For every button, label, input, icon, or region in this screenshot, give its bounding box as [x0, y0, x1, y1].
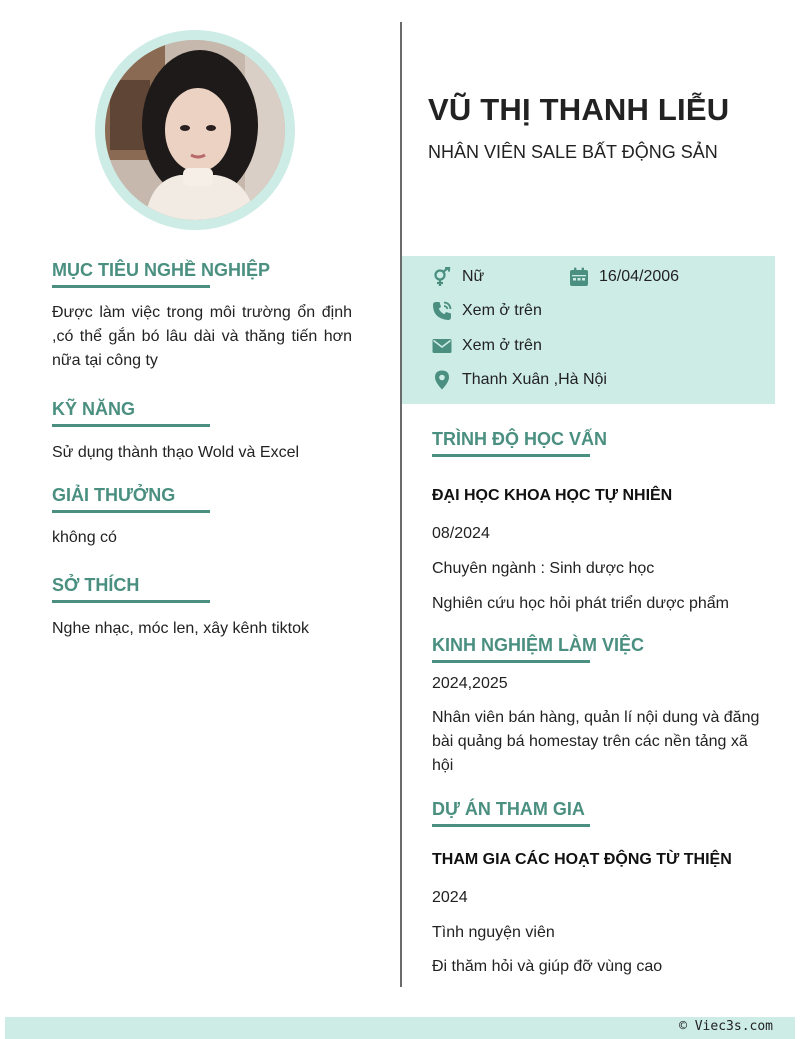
avatar-frame — [95, 30, 295, 230]
email-value: Xem ở trên — [462, 337, 542, 354]
footer-credit: © Viec3s.com — [679, 1019, 773, 1034]
address-value: Thanh Xuân ,Hà Nội — [462, 371, 607, 388]
education-school: ĐẠI HỌC KHOA HỌC TỰ NHIÊN — [432, 487, 673, 504]
awards-text: không có — [52, 529, 117, 546]
skills-underline — [52, 424, 210, 427]
experience-heading: KINH NGHIỆM LÀM VIỆC — [432, 635, 645, 655]
experience-underline — [432, 660, 590, 663]
calendar-icon — [569, 267, 589, 287]
job-title: NHÂN VIÊN SALE BẤT ĐỘNG SẢN — [428, 142, 718, 162]
avatar — [105, 40, 285, 220]
hobbies-text: Nghe nhạc, móc len, xây kênh tiktok — [52, 620, 310, 637]
project-role: Tình nguyện viên — [432, 924, 555, 941]
education-description: Nghiên cứu học hỏi phát triển dược phẩm — [432, 595, 729, 612]
birthday-row — [569, 267, 679, 287]
objective-text: Được làm việc trong môi trường ổn định ,có thể gắn bó lâu dài và thăng tiến hơn nữa tại công ty — [52, 304, 352, 369]
experience-years: 2024,2025 — [432, 675, 508, 692]
hobbies-heading: SỞ THÍCH — [52, 575, 140, 595]
education-section — [432, 428, 767, 457]
objective-heading: MỤC TIÊU NGHỀ NGHIỆP — [52, 260, 271, 280]
email-row — [432, 336, 542, 356]
avatar-photo — [105, 40, 285, 220]
experience-description: Nhân viên bán hàng, quản lí nội dung và đăng bài quảng bá homestay trên các nền tảng xã hội — [432, 709, 760, 774]
education-major: Chuyên ngành : Sinh dược học — [432, 560, 655, 577]
hobbies-underline — [52, 600, 210, 603]
project-description: Đi thăm hỏi và giúp đỡ vùng cao — [432, 958, 663, 975]
gender-value: Nữ — [462, 268, 485, 285]
phone-icon — [432, 301, 452, 321]
skills-section — [52, 398, 352, 427]
education-underline — [432, 454, 590, 457]
projects-underline — [432, 824, 590, 827]
education-date: 08/2024 — [432, 525, 490, 542]
projects-heading: DỰ ÁN THAM GIA — [432, 799, 585, 819]
column-divider — [400, 22, 402, 987]
experience-section — [432, 634, 767, 663]
project-name: THAM GIA CÁC HOẠT ĐỘNG TỪ THIỆN — [432, 851, 732, 868]
phone-row — [432, 301, 542, 321]
education-heading: TRÌNH ĐỘ HỌC VẤN — [432, 429, 607, 449]
email-icon — [432, 336, 452, 356]
gender-row — [432, 267, 484, 287]
objective-underline — [52, 285, 210, 288]
phone-value: Xem ở trên — [462, 302, 542, 319]
candidate-name: VŨ THỊ THANH LIỄU — [428, 92, 730, 127]
skills-heading: KỸ NĂNG — [52, 399, 136, 419]
awards-underline — [52, 510, 210, 513]
contact-box — [402, 256, 775, 404]
awards-heading: GIẢI THƯỞNG — [52, 485, 176, 505]
location-icon — [432, 370, 452, 390]
project-year: 2024 — [432, 889, 468, 906]
projects-section — [432, 798, 767, 827]
gender-icon — [432, 267, 452, 287]
birthday-value: 16/04/2006 — [599, 268, 680, 285]
address-row — [432, 370, 607, 390]
objective-section — [52, 259, 352, 288]
hobbies-section — [52, 574, 352, 603]
awards-section — [52, 484, 352, 513]
skills-text: Sử dụng thành thạo Wold và Excel — [52, 444, 300, 461]
footer-bar — [5, 1017, 795, 1039]
